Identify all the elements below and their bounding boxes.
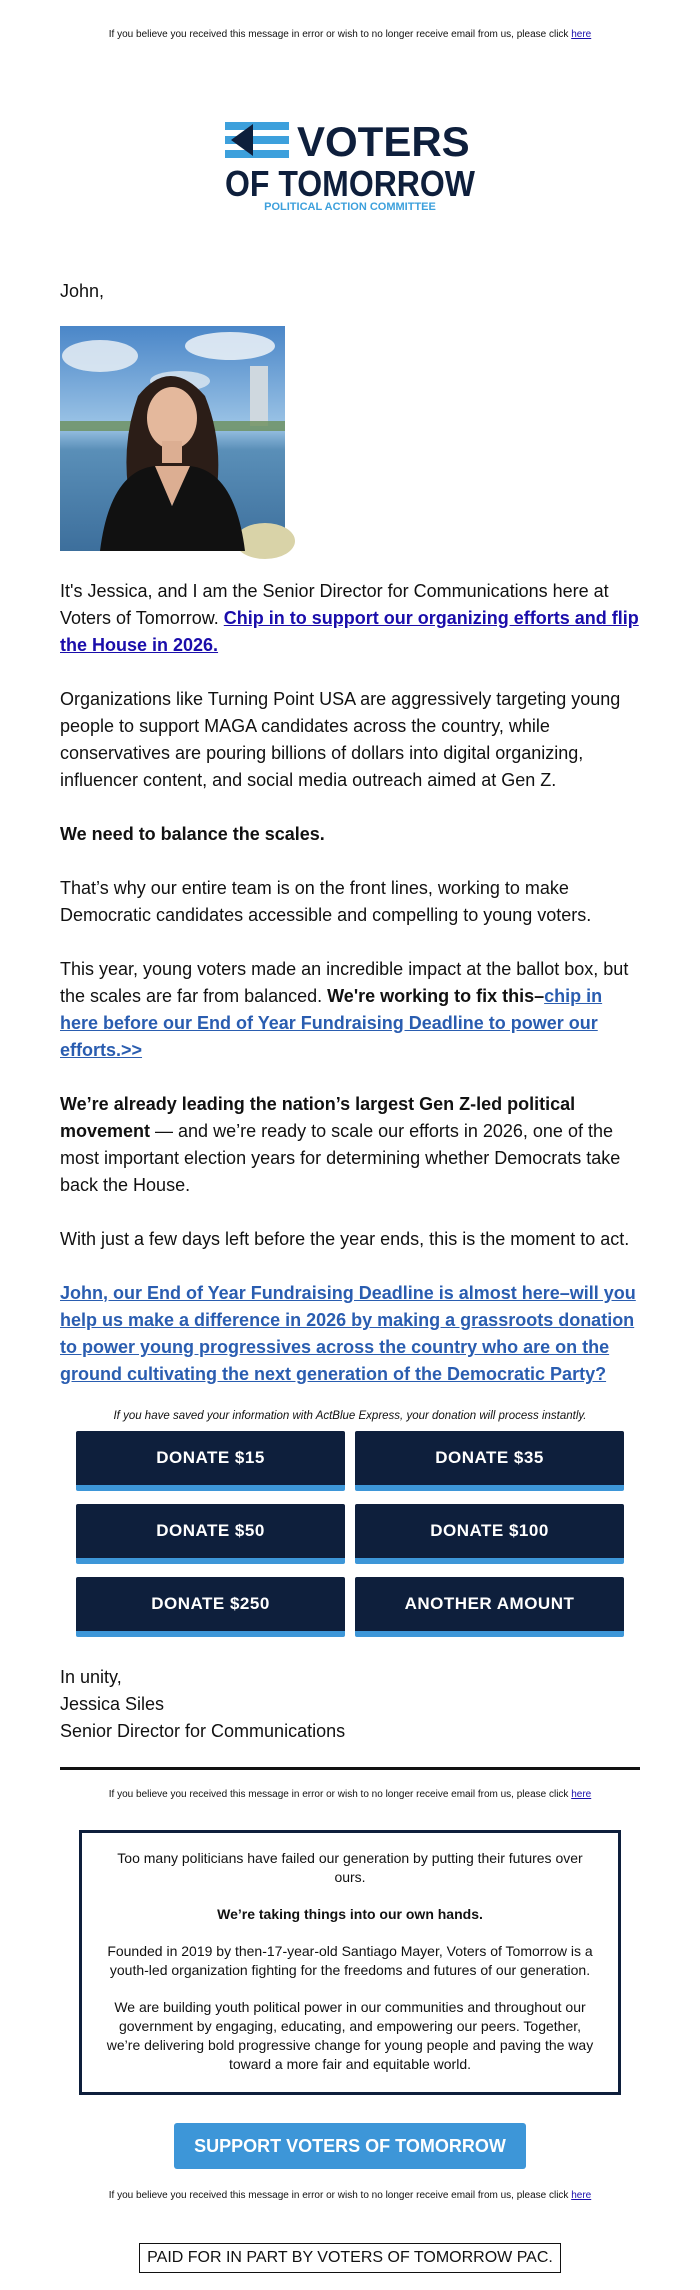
logo-line-3: POLITICAL ACTION COMMITTEE [264,201,436,213]
donate-100-button[interactable]: DONATE $100 [355,1504,624,1564]
movement-text: — and we’re ready to scale our efforts in 2026, one of the most important election years for determining whether Democrats take back the House. [60,1121,621,1195]
about-paragraph-3: Founded in 2019 by then-17-year-old Santiago Mayer, Voters of Tomorrow is a youth-led organization fighting for the freedoms and futures of our generation. [107,1943,593,1978]
actblue-note: If you have saved your information with ActBlue Express, your donation will process instantly. [113,1410,587,1422]
intro-text: It's Jessica, and I am the Senior Director for Communications here at Voters of Tomorrow. [60,581,609,628]
donate-50-button[interactable]: DONATE $50 [76,1504,345,1564]
unsubscribe-link[interactable]: here [571,29,592,40]
this-year-text: This year, young voters made an incredible impact at the ballot box, but the scales are far from balanced. [60,959,629,1006]
paragraph-balance-scales: We need to balance the scales. [60,824,325,844]
logo-line-1: VOTERS [297,118,470,165]
footer-divider [60,1767,640,1770]
unsubscribe-text: If you believe you received this message in error or wish to no longer receive email from us, please click [108,2190,572,2201]
about-paragraph-2: We’re taking things into our own hands. [217,1906,483,1922]
voters-of-tomorrow-logo [225,118,476,213]
unsubscribe-link[interactable]: here [571,1789,592,1800]
paragraph-this-year [60,956,640,1064]
paragraph-moment-to-act: With just a few days left before the year ends, this is the moment to act. [60,1229,630,1249]
unsubscribe-link[interactable]: here [571,2190,592,2201]
about-paragraph-1: Too many politicians have failed our generation by putting their futures over ours. [117,1850,583,1885]
paragraph-ask [60,1280,640,1388]
donate-other-amount-button[interactable]: ANOTHER AMOUNT [355,1577,624,1637]
donation-ask-link[interactable]: John, our End of Year Fundraising Deadline is almost here–will you help us make a difference in 2026 by making a grassroots donation to power young progressives across the country who are on the ground cultivating the next generation of the Democratic Party? [60,1283,636,1384]
about-box [79,1830,621,2095]
donate-35-button[interactable]: DONATE $35 [355,1431,624,1491]
unsubscribe-notice-bottom [0,2189,700,2203]
signoff-name: Jessica Siles [60,1694,165,1714]
paragraph-movement [60,1091,640,1199]
paragraph-intro [60,578,640,659]
paragraph-turning-point: Organizations like Turning Point USA are aggressively targeting young people to support MAGA candidates across the country, while conservatives are pouring billions of dollars into digital organizing, influencer content, and social media outreach aimed at Gen Z. [60,689,621,790]
letter-content [0,278,700,1388]
donate-button-grid [0,1431,700,1637]
signoff [0,1664,700,1745]
unsubscribe-notice-top [0,0,700,42]
movement-bold: We’re already leading the nation’s largest Gen Z-led political movement [60,1094,576,1141]
sender-photo [60,326,285,551]
donate-250-button[interactable]: DONATE $250 [76,1577,345,1637]
chip-in-link-deadline[interactable]: chip in here before our End of Year Fundraising Deadline to power our efforts.>> [60,986,603,1060]
this-year-bold: We're working to fix this– [327,986,545,1006]
logo-line-2: OF TOMORROW [225,163,476,204]
greeting: John, [60,281,105,301]
unsubscribe-text: If you believe you received this message in error or wish to no longer receive email from us, please click [108,29,572,40]
signoff-title: Senior Director for Communications [60,1721,346,1741]
about-paragraph-4: We are building youth political power in our communities and throughout our government by engaging, educating, and empowering our peers. Together, we’re delivering bold progressive change for young people and paving the way toward a more fair and equitable world. [106,1999,594,2072]
unsubscribe-text: If you believe you received this message in error or wish to no longer receive email from us, please click [108,1789,572,1800]
paragraph-front-lines: That’s why our entire team is on the front lines, working to make Democratic candidates accessible and compelling to young voters. [60,878,592,925]
unsubscribe-notice-middle [0,1788,700,1802]
logo-mark [225,118,476,213]
chip-in-link-intro[interactable]: Chip in to support our organizing efforts and flip the House in 2026. [60,608,639,655]
donate-15-button[interactable]: DONATE $15 [76,1431,345,1491]
paid-for-disclaimer: PAID FOR IN PART BY VOTERS OF TOMORROW PAC. [139,2243,561,2273]
support-voters-of-tomorrow-button[interactable]: SUPPORT VOTERS OF TOMORROW [174,2123,526,2169]
signoff-closing: In unity, [60,1667,122,1687]
